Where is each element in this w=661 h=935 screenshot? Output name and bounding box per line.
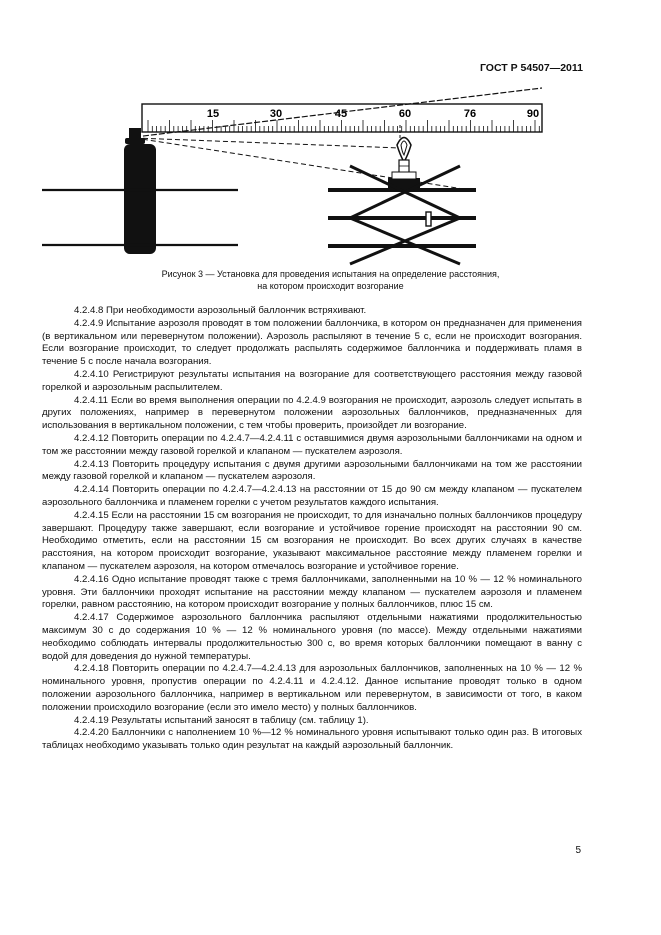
scale-label-30: 30 (269, 108, 283, 120)
paragraph: 4.2.4.11 Если во время выполнения операции по 4.2.4.9 возгорания не происходит, аэрозоль следует испытать в других положениях, например в перевернутом положении аэрозольных баллончиков, предназначенных для использования в вертикальном положении, с тем чтобы проверить, произойдет ли возгорание. (42, 394, 582, 432)
paragraph: 4.2.4.17 Содержимое аэрозольного баллончика распыляют отдельными нажатиями продолжительностью максимум 30 с до содержания 10 % — 12 % номинального уровня (по массе). Между отдельными нажатиями необходимо соблюдать интервалы продолжительностью 300 с, во время которых баллончики помещают в ванну с водой для доведения до нужной температуры. (42, 612, 582, 662)
scale-label-45: 45 (334, 108, 348, 120)
paragraph: 4.2.4.8 При необходимости аэрозольный баллончик встряхивают. (74, 305, 367, 316)
paragraph: 4.2.4.14 Повторить операции по 4.2.4.7—4.2.4.13 на расстоянии от 15 до 90 см между клапаном — пускателем аэрозольного баллончика и пламенем горелки с учетом результатов каждого испытания. (42, 484, 582, 508)
paragraph: 4.2.4.13 Повторить процедуру испытания с двумя другими аэрозольными баллончиками на том же расстоянии между газовой горелкой и клапаном — пускателем аэрозоля. (42, 458, 582, 483)
body-text (42, 305, 582, 753)
paragraph: 4.2.4.18 Повторить операции по 4.2.4.7—4.2.4.13 для аэрозольных баллончиков, заполненных на 10 % — 12 % номинального уровня, пропустив операции по 4.2.4.11 и 4.2.4.12. Данное испытание проводят только в одном положении аэрозольного баллончика, например в вертикальном или перевернутом, в зависимости от того, в каком положении происходило возгорание (если это имело место) у полных баллончиков. (42, 663, 582, 713)
scale-label-60: 60 (398, 108, 412, 120)
paragraph: 4.2.4.10 Регистрируют результаты испытания на возгорание для соответствующего расстояния между газовой горелкой и аэрозольным распылителем. (42, 368, 582, 393)
paragraph: 4.2.4.16 Одно испытание проводят также с тремя баллончиками, заполненными на 10 % — 12 % номинального уровня. Эти баллончики проходят испытание на расстоянии между клапаном — пускателем аэрозоля и пламенем горелки, равном расстоянию, на котором происходит возгорание у полных баллончиков, плюс 15 см. (42, 573, 582, 611)
standard-header: ГОСТ Р 54507—2011 (479, 62, 583, 74)
test-setup-figure (0, 0, 661, 270)
page-number: 5 (575, 845, 581, 856)
paragraph: 4.2.4.15 Если на расстоянии 15 см возгорания не происходит, то для изначально полных баллончиков процедуру завершают. Процедуру также завершают, если возгорание и устойчивое горение происходят на расстоянии 90 см. Необходимо отметить, если на расстоянии 15 см возгорания не происходит. Во всех других случаях в качестве расстояния, на котором происходит возгорание, указывают максимальное расстояние между пламенем горелки и клапаном — пускателем аэрозоля, на котором отмечалось возгорание и устойчивое горение. (42, 509, 582, 572)
paragraph: 4.2.4.9 Испытание аэрозоля проводят в том положении баллончика, в котором он предназначен для применения (в вертикальном или перевернутом положении). Аэрозоль распыляют в течение 5 с, если не происходит возгорания. Если возгорание происходит, то следует продолжать распылять содержимое баллончика и поддерживать пламя в течение 5 с после начала возгорания. (42, 317, 582, 368)
paragraph: 4.2.4.19 Результаты испытаний заносят в таблицу (см. таблицу 1). (74, 714, 369, 726)
scale-label-90: 90 (526, 108, 540, 120)
measuring-ruler (142, 104, 542, 132)
scale-label-15: 15 (206, 108, 220, 120)
figure-caption (0, 268, 661, 292)
caption-line-2: на котором происходит возгорание (257, 281, 404, 291)
paragraph: 4.2.4.12 Повторить операции по 4.2.4.7—4.2.4.11 с оставшимися двумя аэрозольными баллончиками на одном и том же расстоянии между газовой горелкой и клапаном — пускателем аэрозоля. (42, 432, 582, 457)
paragraph: 4.2.4.20 Баллончики с наполнением 10 %—12 % номинального уровня испытывают только один раз. В итоговых таблицах необходимо указывать только один результат на каждый аэрозольный баллончик. (42, 727, 582, 752)
scale-label-76: 76 (463, 108, 477, 120)
gas-burner (388, 138, 420, 189)
caption-line-1: Рисунок 3 — Установка для проведения испытания на определение расстояния, (161, 269, 500, 279)
